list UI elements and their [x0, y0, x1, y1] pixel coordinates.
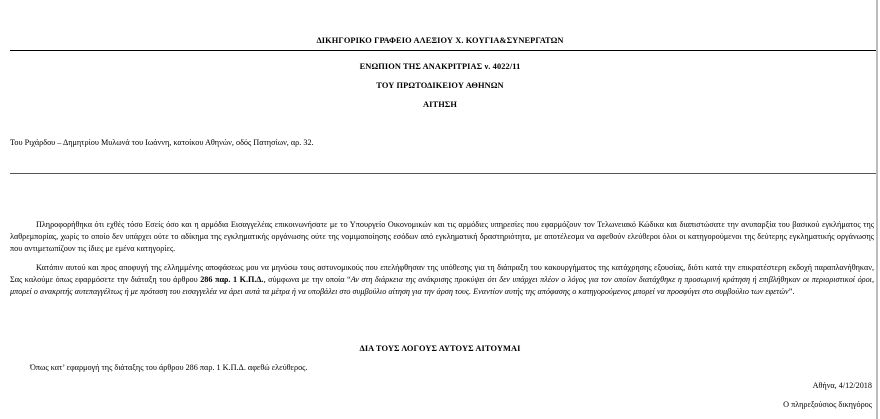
quoted-provision: Αν στη διάρκεια της ανάκρισης προκύψει ότι δεν υπάρχει πλέον ο λόγος για τον οποίον διατάχθηκε η προσωρινή κράτηση ή επιβλήθηκαν οι περιοριστικοί όροι, μπορεί ο ανακριτής αυτεπαγγέλτως ή με πρόταση του εισαγγελέα να άρει αυτά τα μέτρα ή να υποβάλει στο συμβούλιο αίτηση για την άρση τους. Εναντίον αυτής της απόφασης ο κατηγορούμενος μπορεί να προσφύγει στο συμβούλιο των εφετών: [10, 275, 875, 297]
document-type-heading: ΑΙΤΗΣΗ: [423, 100, 457, 109]
place-date: Αθήνα, 4/12/2018: [812, 381, 872, 390]
request-line: Όπως κατ’ εφαρμογή της διάταξης του άρθρου 286 παρ. 1 Κ.Π.Δ. αφεθώ ελεύθερος.: [30, 363, 308, 372]
paragraph-facts: Πληροφορήθηκα ότι εχθές τόσο Εσείς όσο και η αρμόδια Εισαγγελέας επικοινωνήσατε με το Υπουργείο Οικονομικών και τις αρμόδιες υπηρεσίες που εφαρμόζουν τον Τελωνειακό Κώδικα και διαπιστώσατε την ανυπαρξία του βασικού εγκλήματος της λαθρεμπορίας, χωρίς το οποίο δεν υπάρχει ούτε το αδίκημα της εγκληματικής οργάνωσης ούτε της νομιμοποίησης εσόδων από εγκληματική δραστηριότητα, με αποτέλεσμα να αφεθούν ελεύθεροι όλοι οι κατηγορούμενοι της δεύτερης εγκληματικής οργάνωσης που αντιμετωπίζουν τις ίδιες με εμένα κατηγορίες.: [10, 220, 874, 254]
court-line-heading: ΕΝΩΠΙΟΝ ΤΗΣ ΑΝΑΚΡΙΤΡΙΑΣ ν. 4022/11: [359, 62, 521, 71]
paragraph2-text-2: , σύμφωνα με την οποία “: [263, 275, 351, 285]
header-divider: [10, 50, 876, 51]
firm-name-heading: ΔΙΚΗΓΟΡΙΚΟ ΓΡΑΦΕΙΟ ΑΛΕΞΙΟΥ Χ. ΚΟΥΓΙΑ&ΣΥΝΕΡΓΑΤΩΝ: [316, 36, 564, 45]
article-reference: 286 παρ. 1 Κ.Π.Δ.: [200, 275, 264, 285]
applicant-divider: [10, 173, 876, 174]
court-name-heading: ΤΟΥ ΠΡΩΤΟΔΙΚΕΙΟΥ ΑΘΗΝΩΝ: [376, 81, 504, 90]
applicant-line: Του Ριχάρδου – Δημητρίου Μυλωνά του Ιωάννη, κατοίκου Αθηνών, οδός Πατησίων, αρ. 32.: [10, 138, 314, 147]
paragraph-request-basis: [10, 262, 874, 299]
paragraph2-text-1: Κατόπιν αυτού και προς αποφυγή της ελλημμένης αποφάσεως μου να μηνύσω τους αστυνομικούς που επελήφθησαν της υπόθεσης για τη διάπραξη του κακουργήματος της κατάχρησης εξουσίας, διότι κατά την επικρατέστερη εκδοχή παραπλανήθηκαν, Σας καλούμε όπως εφαρμόσετε την διάταξη του άρθρου: [10, 263, 874, 285]
paragraph2-text-3: ”.: [788, 287, 795, 297]
signature-label: Ο πληρεξούσιος δικηγόρος: [783, 400, 872, 409]
closing-heading: ΔΙΑ ΤΟΥΣ ΛΟΓΟΥΣ ΑΥΤΟΥΣ ΑΙΤΟΥΜΑΙ: [359, 344, 521, 353]
